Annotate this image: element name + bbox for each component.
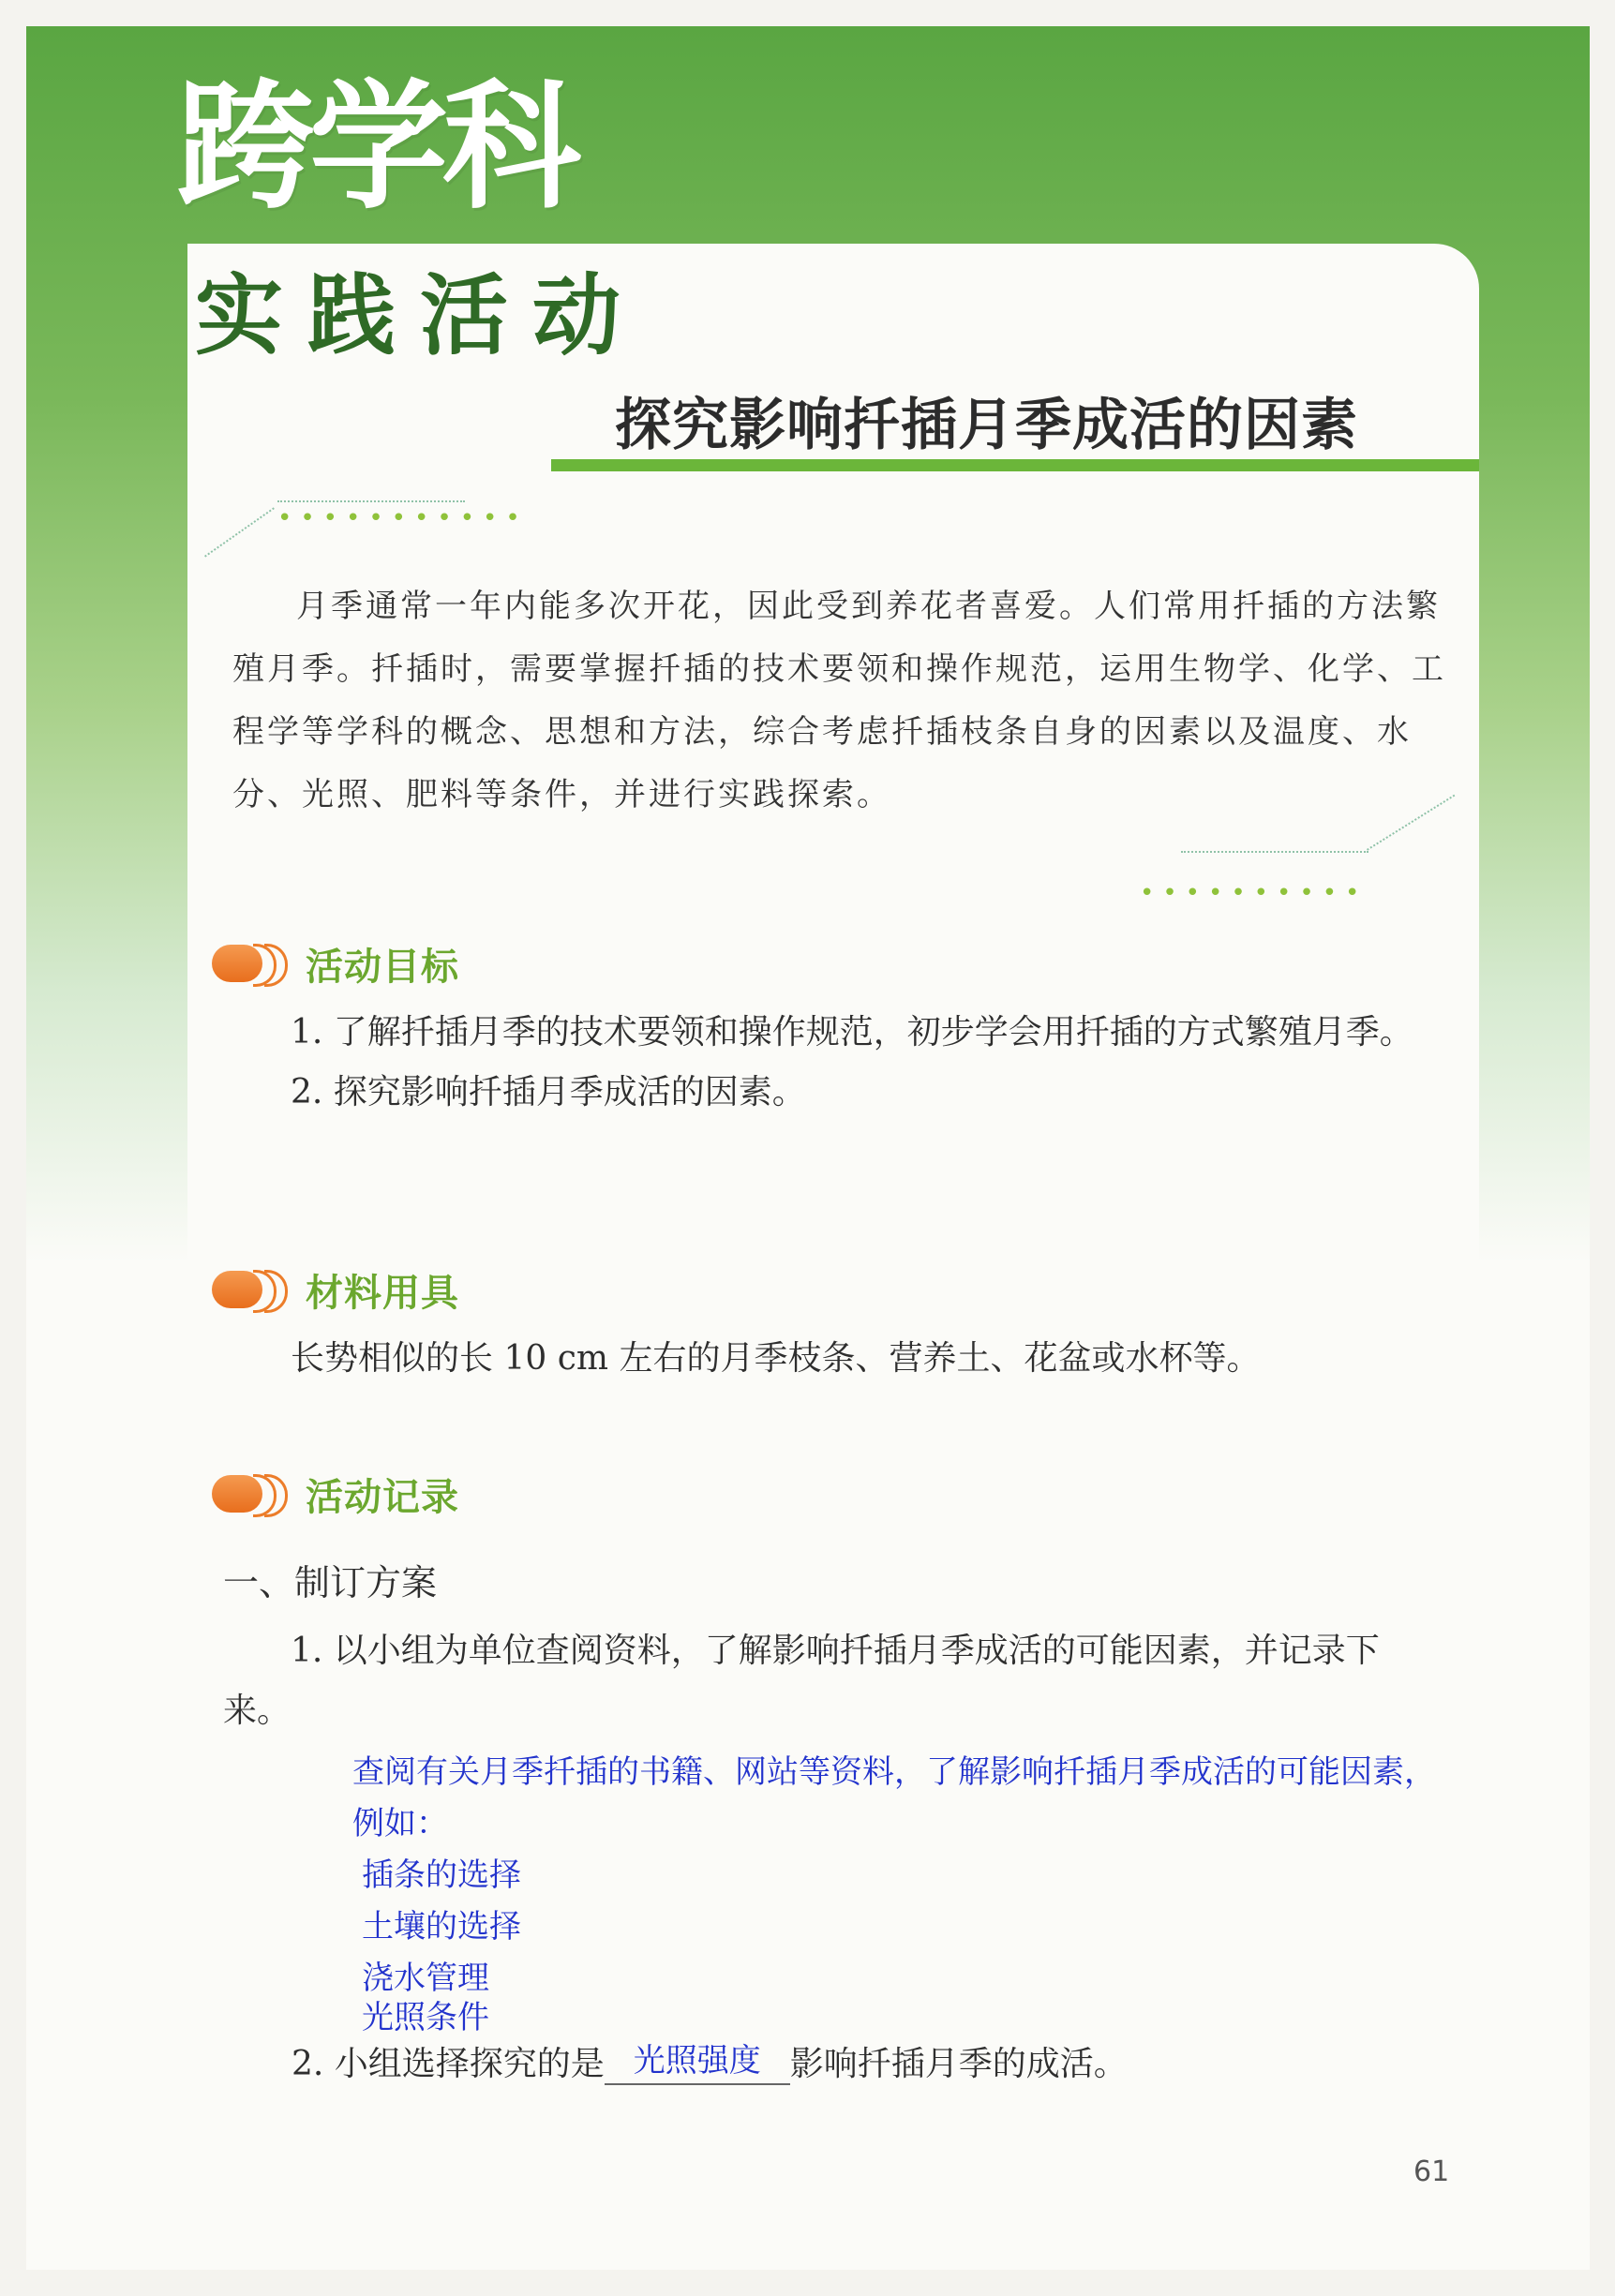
fill-blank-answer: 光照强度 (605, 2042, 790, 2085)
page-number: 61 (1413, 2155, 1450, 2188)
goal-item-2: 2. 探究影响扦插月季成活的因素。 (291, 1073, 806, 1111)
handwritten-answer (324, 1747, 1449, 2036)
intro-paragraph: 月季通常一年内能多次开花，因此受到养花者喜爱。人们常用扦插的方法繁殖月季。扦插时，需要掌握扦插的技术要领和操作规范，运用生物学、化学、工程学等学科的概念、思想和方法，综合考虑扦插枝条自身的因素以及温度、水分、光照、肥料等条件，并进行实践探索。 (232, 588, 1446, 813)
materials-text: 长势相似的长 10 cm 左右的月季枝条、营养土、花盆或水杯等。 (291, 1339, 1261, 1378)
topic-title: 探究影响扦插月季成活的因素 (615, 393, 1358, 458)
section-header-record (212, 1469, 459, 1518)
orange-section-icon (212, 1473, 287, 1514)
topic-underline-bar (551, 459, 1479, 471)
orange-section-icon (212, 1269, 287, 1310)
textbook-page (26, 26, 1590, 2270)
factor-item: 浇水管理 (362, 1960, 489, 1997)
decorative-dots: ••••••••••• (277, 504, 529, 532)
record-item-2: 2. 小组选择探究的是 光照强度 影响扦插月季的成活。 (292, 2042, 1128, 2083)
section-title: 活动目标 (306, 945, 459, 989)
decorative-dots: •••••••••• (1140, 879, 1368, 907)
decorative-dotted-line (1181, 851, 1368, 853)
answer-intro: 查阅有关月季扦插的书籍、网站等资料，了解影响扦插月季成活的可能因素，例如： (352, 1753, 1436, 1842)
subheading-make-plan: 一、制订方案 (223, 1562, 438, 1603)
decorative-dotted-line (277, 500, 465, 502)
factor-item: 插条的选择 (362, 1856, 521, 1894)
factor-item: 土壤的选择 (362, 1908, 521, 1946)
goals-text (223, 1003, 1432, 1123)
orange-section-icon (212, 943, 287, 984)
record-item-1: 1. 以小组为单位查阅资料，了解影响扦插月季成活的可能因素，并记录下来。 (223, 1632, 1380, 1730)
goal-item-1: 1. 了解扦插月季的技术要领和操作规范，初步学会用扦插的方式繁殖月季。 (291, 1013, 1413, 1051)
section-header-goals (212, 939, 459, 988)
section-header-materials (212, 1265, 459, 1314)
factor-list (324, 1850, 1449, 2036)
section-title: 活动记录 (306, 1475, 459, 1519)
section-title: 材料用具 (306, 1271, 459, 1315)
title-practice-activity: 实践活动 (195, 264, 646, 367)
factor-item-clipped: 光照条件 (362, 1999, 489, 2036)
title-cross-discipline: 跨学科 (176, 67, 576, 228)
